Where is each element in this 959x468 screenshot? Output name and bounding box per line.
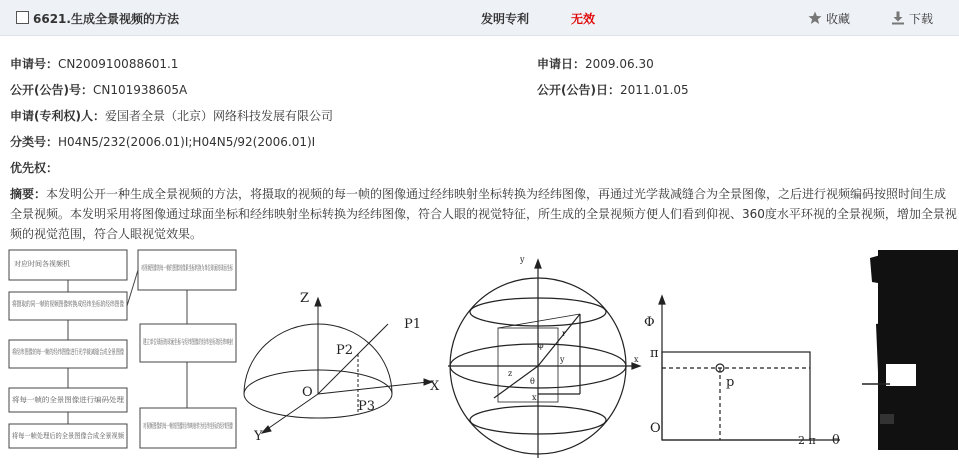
latlon-phi-label: Φ — [644, 315, 655, 330]
hemisphere-x-label: X — [430, 379, 440, 394]
hemisphere-p2-label: P2 — [336, 343, 354, 358]
download-label: 下载 — [909, 11, 934, 26]
result-header — [0, 0, 959, 36]
flow-text-6: 对视频图像的每一帧的图像的像素坐标转换为单位球面的球面坐标 — [141, 264, 344, 272]
status-badge: 无效 — [571, 12, 596, 26]
patent-type: 发明专利 — [481, 12, 530, 26]
application-number-row — [10, 55, 178, 72]
publication-date-label: 公开(公告)日： — [537, 83, 620, 97]
publication-date: 2011.01.05 — [619, 83, 689, 97]
select-checkbox[interactable] — [16, 11, 29, 24]
application-date-row — [537, 55, 654, 72]
flow-text-4: 将每一帧的全景图像进行编码处理 — [12, 396, 117, 404]
favorite-button[interactable] — [808, 9, 850, 27]
sphere-theta-label: θ — [530, 377, 535, 386]
sphere-z-label: z — [508, 369, 513, 378]
patent-figures — [0, 244, 959, 468]
application-date-label: 申请日： — [537, 57, 586, 71]
download-icon — [891, 11, 905, 25]
scan-photo-figure — [850, 244, 959, 468]
abstract-text: 本发明公开一种生成全景视频的方法，将摄取的视频的每一帧的图像通过经纬映射坐标转换为经纬图像，再通过光学裁减缝合为全景图像，之后进行视频编码按照时间生成全景视频。本发明采用将图像通过球面坐标和经纬映射坐标转换为经纬图像，符合人眼的视觉特征，所生成的全景视频方便人们看到仰视、360度水平环视的全景视频，增加全景视频的视觉范围，符合人眼视觉效果。 — [10, 187, 957, 241]
hemisphere-figure — [240, 244, 440, 468]
favorite-label: 收藏 — [826, 11, 851, 26]
latlon-pi-label: π — [650, 346, 659, 361]
priority-row — [10, 159, 58, 176]
hemisphere-p1-label: P1 — [404, 317, 422, 332]
applicant: 爱国者全景（北京）网络科技发展有限公司 — [104, 109, 333, 123]
sphere-y-label: y — [560, 355, 565, 364]
sphere-x-axis-label: x — [634, 355, 639, 364]
sphere-phi-label: φ — [538, 341, 544, 350]
flowchart-figure — [0, 244, 344, 468]
publication-number-label: 公开(公告)号： — [10, 83, 93, 97]
flow-text-2: 将摄取的同一帧的视频图像转换成经纬坐标的经纬图像 — [12, 300, 180, 308]
flow-text-5: 将每一帧处理后的全景图像合成全景视频 — [12, 432, 138, 440]
patent-title-link[interactable]: 6621.生成全景视频的方法 — [33, 12, 179, 26]
flow-text-8: 对视频图像的每一帧的图像经纬映射转为经纬坐标的经纬图像 — [143, 422, 332, 430]
publication-date-row — [537, 81, 689, 98]
download-button[interactable] — [891, 9, 933, 27]
sphere-x-label: x — [532, 393, 537, 402]
publication-number: CN101938605A — [92, 83, 188, 97]
hemisphere-p3-label: P3 — [358, 399, 376, 414]
flow-text-3: 将经纬图像的每一帧的经纬图像进行光学裁减缝合成全景图像 — [12, 348, 201, 356]
latlon-p-label: p — [726, 375, 735, 390]
abstract-label: 摘要： — [10, 187, 47, 201]
sphere-y-axis-label: y — [520, 255, 525, 264]
classification-label: 分类号： — [10, 135, 59, 149]
application-number-label: 申请号： — [10, 57, 59, 71]
sphere-figure — [440, 244, 650, 468]
hemisphere-y-label: Y — [254, 429, 263, 444]
flow-text-1: 对应时间各视频机 — [14, 260, 70, 268]
classification-row — [10, 133, 315, 150]
classification: H04N5/232(2006.01)I;H04N5/92(2006.01)I — [58, 135, 316, 149]
hemisphere-o-label: O — [302, 385, 313, 400]
applicant-row — [10, 107, 333, 124]
application-number: CN200910088601.1 — [58, 57, 179, 71]
latlon-2pi-label: 2 π — [798, 434, 816, 447]
publication-number-row — [10, 81, 187, 98]
application-date: 2009.06.30 — [585, 57, 654, 71]
star-icon — [808, 11, 822, 25]
applicant-label: 申请(专利权)人： — [10, 109, 105, 123]
flow-text-7: 建立单位球面的球面坐标与经纬图像的经纬坐标的经纬映射 — [143, 338, 325, 346]
abstract — [10, 184, 958, 244]
hemisphere-z-label: Z — [300, 291, 310, 306]
priority-label: 优先权： — [10, 161, 59, 175]
latlon-origin-label: O — [650, 421, 661, 436]
latlon-theta-label: θ — [832, 433, 840, 448]
latlon-figure — [640, 244, 850, 468]
sphere-r-label: r — [562, 329, 566, 338]
